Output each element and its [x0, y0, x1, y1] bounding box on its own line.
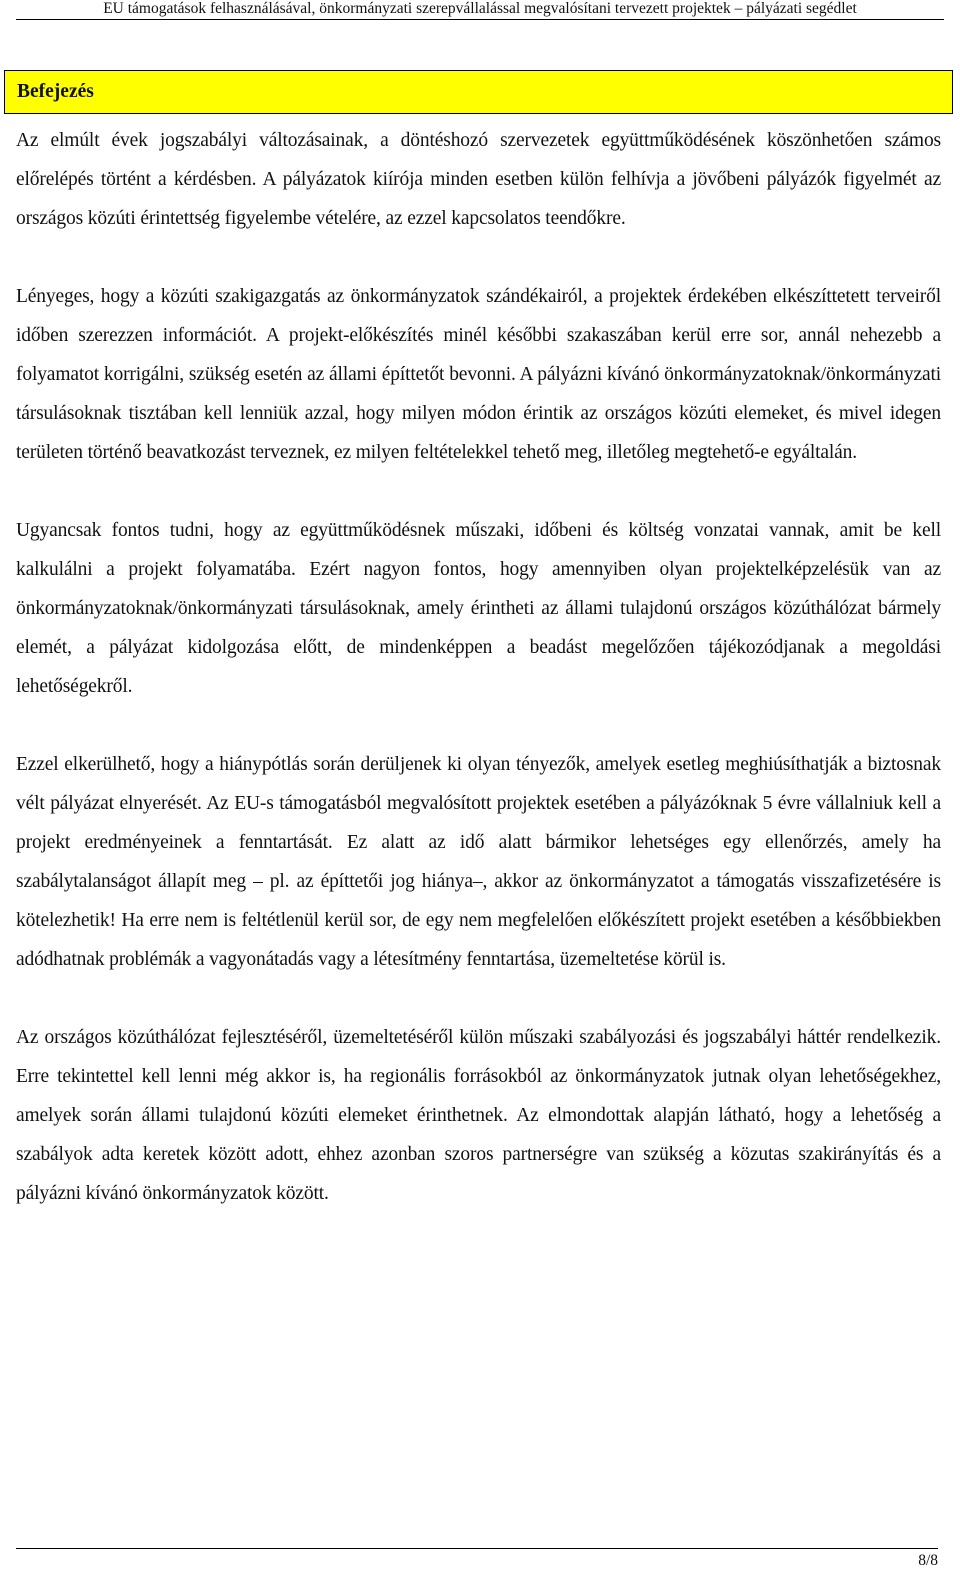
page-number: 8/8: [918, 1552, 938, 1569]
running-header: [16, 0, 944, 20]
paragraph-1: Az elmúlt évek jogszabályi változásainak, a döntéshozó szervezetek együttműködésének köszönhetően számos előrelépés történt a kérdésben. A pályázatok kiírója minden esetben külön felhívja a jövőbeni pályázók figyelmét az országos közúti érintettség figyelembe vételére, az ezzel kapcsolatos teendőkre.: [16, 130, 941, 229]
running-header-title: EU támogatások felhasználásával, önkormányzati szerepvállalással megvalósítani tervezett projektek – pályázati segédlet: [103, 0, 857, 17]
paragraph-4: Ezzel elkerülhető, hogy a hiánypótlás során derüljenek ki olyan tényezők, amelyek esetleg meghiúsíthatják a biztosnak vélt pályázat elnyerését. Az EU-s támogatásból megvalósított projektek esetében a pályázóknak 5 évre vállalniuk kell a projekt eredményeinek a fenntartását. Ez alatt az idő alatt bármikor lehetséges egy ellenőrzés, amely ha szabálytalanságot állapít meg – pl. az építtetői jog hiánya–, akkor az önkormányzatot a támogatás visszafizetésére is kötelezhetik! Ha erre nem is feltétlenül kerül sor, de egy nem megfelelően előkészített projekt esetében a későbbiekben adódhatnak problémák a vagyonátadás vagy a létesítmény fenntartása, üzemeltetése körül is.: [16, 754, 941, 970]
body-text: [16, 121, 941, 1213]
section-title: Befejezés: [17, 81, 94, 102]
page-footer: [16, 1548, 938, 1569]
paragraph-2: Lényeges, hogy a közúti szakigazgatás az önkormányzatok szándékairól, a projektek érdekében elkészíttetett terveiről időben szerezzen információt. A projekt-előkészítés minél későbbi szakaszában kerül erre sor, annál nehezebb a folyamatot korrigálni, szükség esetén az állami építtetőt bevonni. A pályázni kívánó önkormányzatoknak/önkormányzati társulásoknak tisztában kell lenniük azzal, hogy milyen módon érintik az országos közúti elemeket, és mivel idegen területen történő beavatkozást terveznek, ez milyen feltételekkel tehető meg, illetőleg megtehető-e egyáltalán.: [16, 286, 941, 463]
paragraph-5: Az országos közúthálózat fejlesztéséről, üzemeltetéséről külön műszaki szabályozási és jogszabályi háttér rendelkezik. Erre tekintettel kell lenni még akkor is, ha regionális forrásokból az önkormányzatok jutnak olyan lehetőségekhez, amelyek során állami tulajdonú közúti elemeket érinthetnek. Az elmondottak alapján látható, hogy a lehetőség a szabályok adta keretek között adott, ehhez azonban szoros partnerségre van szükség a közutas szakirányítás és a pályázni kívánó önkormányzatok között.: [16, 1027, 941, 1204]
section-title-box: [4, 70, 953, 114]
paragraph-3: Ugyancsak fontos tudni, hogy az együttműködésnek műszaki, időbeni és költség vonzatai vannak, amit be kell kalkulálni a projekt folyamatába. Ezért nagyon fontos, hogy amennyiben olyan projektelképzelésük van az önkormányzatoknak/önkormányzati társulásoknak, amely érintheti az állami tulajdonú országos közúthálózat bármely elemét, a pályázat kidolgozása előtt, de mindenképpen a beadást megelőzően tájékozódjanak a megoldási lehetőségekről.: [16, 520, 941, 697]
